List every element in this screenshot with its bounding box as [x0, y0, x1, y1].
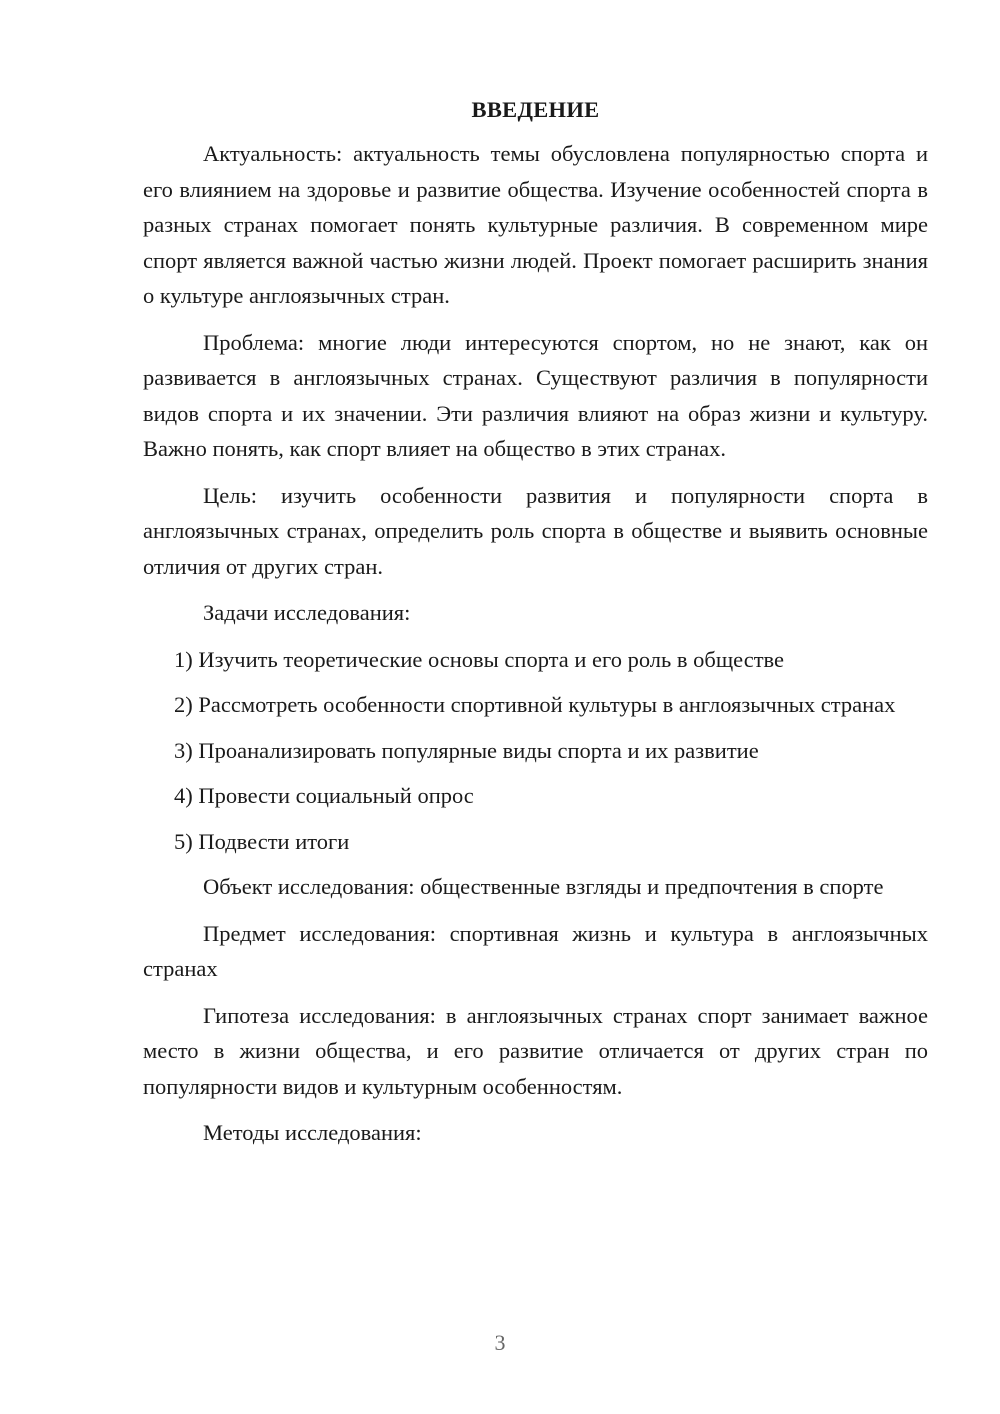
- page-body: [143, 92, 928, 1151]
- relevance-paragraph: Актуальность: актуальность темы обусловлена популярностью спорта и его влиянием на здоровье и развитие общества. Изучение особенностей спорта в разных странах помогает понять культурные различия. В современном мире спорт является важной частью жизни людей. Проект помогает расширить знания о культуре англоязычных стран.: [143, 141, 928, 308]
- task-item-4: 4) Провести социальный опрос: [174, 783, 474, 808]
- hypothesis-paragraph: Гипотеза исследования: в англоязычных странах спорт занимает важное место в жизни общества, и его развитие отличается от других стран по популярности видов и культурным особенностям.: [143, 1002, 928, 1099]
- subject-paragraph: Предмет исследования: спортивная жизнь и культура в англоязычных странах: [143, 920, 928, 981]
- task-item-1: 1) Изучить теоретические основы спорта и его роль в обществе: [174, 646, 785, 672]
- task-item-3: 3) Проанализировать популярные виды спорта и их развитие: [174, 737, 759, 763]
- object-paragraph: Объект исследования: общественные взгляды и предпочтения в спорте: [203, 874, 884, 899]
- tasks-heading: Задачи исследования:: [203, 600, 411, 625]
- page-title: ВВЕДЕНИЕ: [471, 97, 600, 122]
- problem-paragraph: Проблема: многие люди интересуются спортом, но не знают, как он развивается в англоязычных странах. Существуют различия в популярности видов спорта и их значении. Эти различия влияют на образ жизни и культуру. Важно понять, как спорт влияет на общество в этих странах.: [143, 329, 928, 461]
- task-item-2: 2) Рассмотреть особенности спортивной культуры в англоязычных странах: [174, 692, 896, 717]
- goal-paragraph: Цель: изучить особенности развития и популярности спорта в англоязычных странах, определить роль спорта в обществе и выявить основные отличия от других стран.: [143, 482, 928, 579]
- task-item-5: 5) Подвести итоги: [174, 828, 350, 854]
- methods-heading: Методы исследования:: [203, 1120, 422, 1145]
- page-number: 3: [494, 1330, 506, 1355]
